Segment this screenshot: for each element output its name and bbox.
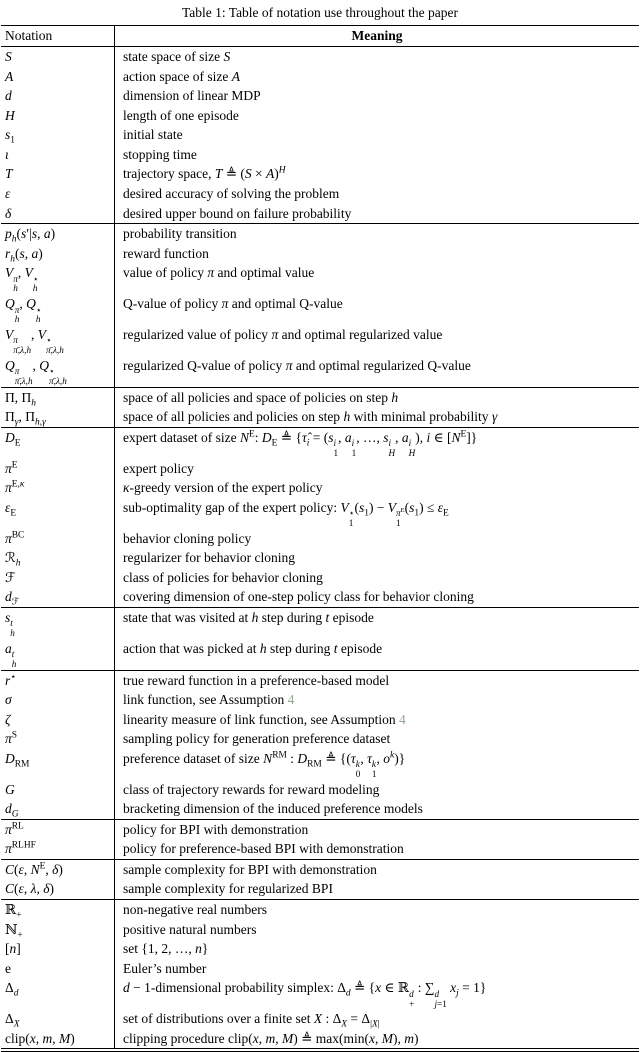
notation-cell: A bbox=[1, 67, 115, 87]
notation-cell: ι bbox=[1, 145, 115, 165]
table-row bbox=[1, 325, 639, 356]
row-group bbox=[1, 820, 639, 860]
meaning-cell: covering dimension of one-step policy class for behavior cloning bbox=[123, 589, 474, 605]
notation-cell: S bbox=[1, 47, 115, 67]
table-row bbox=[1, 749, 639, 780]
table-row bbox=[1, 125, 639, 145]
meaning-cell: state that was visited at h step during t episode bbox=[123, 609, 374, 625]
meaning-cell: space of all policies and policies on step h with minimal probability γ bbox=[123, 409, 498, 425]
notation-cell: $\pi^{E,\kappa}$ bbox=[1, 478, 115, 498]
meaning-cell: sample complexity for regularized BPI bbox=[123, 881, 333, 897]
column-header-notation: Notation bbox=[1, 26, 115, 46]
notation-cell: G bbox=[1, 780, 115, 800]
notation-cell: Π, $\Pi_h$ bbox=[1, 388, 115, 408]
table-row bbox=[1, 294, 639, 325]
meaning-cell: sub-optimality gap of the expert policy: V ⋆ 1 $(s_1) - V$ $\pi^E$ 1 $(s_1) \le \varepsilon_E$ bbox=[123, 499, 449, 528]
notation-table bbox=[1, 25, 639, 1052]
table-row bbox=[1, 407, 639, 427]
notation-cell: ℱ bbox=[1, 568, 115, 588]
row-group bbox=[1, 671, 639, 820]
meaning-cell: probability transition bbox=[123, 226, 237, 242]
meaning-cell: clipping procedure clip(x, m, M) ≜ max(min(x, M), m) bbox=[123, 1030, 419, 1046]
table-bottom-rule bbox=[1, 1048, 639, 1052]
meaning-cell: sample complexity for BPI with demonstration bbox=[123, 861, 377, 877]
meaning-cell: preference dataset of size $N^{RM}$ : $D_{RM}$ ≜ {(τ k 0 , τ k 1 , $o^k$)} bbox=[123, 750, 406, 780]
notation-cell: T bbox=[1, 164, 115, 184]
meaning-cell: value of policy π and optimal value bbox=[123, 265, 315, 281]
meaning-cell: positive natural numbers bbox=[123, 921, 257, 937]
meaning-cell: action space of size A bbox=[123, 68, 240, 84]
meaning-cell: expert policy bbox=[123, 460, 194, 476]
row-group bbox=[1, 860, 639, 900]
notation-cell: $d_ℱ$ bbox=[1, 587, 115, 607]
notation-cell: $\pi^E$ bbox=[1, 459, 115, 479]
notation-cell: σ bbox=[1, 690, 115, 710]
table-row bbox=[1, 263, 639, 294]
table-row bbox=[1, 86, 639, 106]
row-group bbox=[1, 428, 639, 608]
table-row bbox=[1, 639, 639, 670]
notation-cell: ℕ$_+$ bbox=[1, 920, 115, 940]
notation-cell: $r_h(s$, a) bbox=[1, 244, 115, 264]
table-header-row bbox=[1, 26, 639, 47]
notation-cell: V π π̄,λ,h , V ⋆ π̄,λ,h bbox=[1, 325, 115, 356]
table-row bbox=[1, 587, 639, 607]
table-row bbox=[1, 244, 639, 264]
assumption-4-link[interactable]: 4 bbox=[398, 711, 406, 727]
meaning-cell: set {1, 2, …, n} bbox=[123, 941, 209, 957]
notation-cell: s t h bbox=[1, 608, 115, 639]
table-row bbox=[1, 548, 639, 568]
table-body bbox=[1, 47, 639, 1048]
table-row bbox=[1, 710, 639, 730]
meaning-cell: length of one episode bbox=[123, 107, 239, 123]
table-row bbox=[1, 820, 639, 840]
meaning-cell: d − 1-dimensional probability simplex: $\Delta_d$ ≜ {x ∈ ℝ d + : ∑ d j=1 $x_j = 1$} bbox=[123, 980, 487, 1009]
table-row bbox=[1, 428, 639, 459]
meaning-cell: expert dataset of size $N^E$: $D_E$ ≜ {$\taû_i = (s$ i 1 , a i 1 , …, s i H , a i H ), i ∈ $[N^E]$} bbox=[123, 429, 478, 458]
meaning-cell: dimension of linear MDP bbox=[123, 88, 261, 104]
table-row bbox=[1, 1029, 639, 1049]
table-row bbox=[1, 184, 639, 204]
meaning-cell: Q-value of policy π and optimal Q-value bbox=[123, 296, 343, 312]
notation-cell: H bbox=[1, 106, 115, 126]
notation-cell: $\pi^{RL}$ bbox=[1, 820, 115, 840]
notation-cell: $\pi^{RLHF}$ bbox=[1, 839, 115, 859]
notation-cell: C(ε, λ, δ) bbox=[1, 879, 115, 899]
notation-cell: $p_h(s'|s$, a) bbox=[1, 224, 115, 244]
notation-cell: r⋆ bbox=[1, 671, 115, 691]
table-row bbox=[1, 47, 639, 67]
notation-cell: C(ε, $N^E$, δ) bbox=[1, 860, 115, 880]
meaning-cell: Euler’s number bbox=[123, 960, 207, 976]
meaning-cell: trajectory space, T ≜ $(S \times A)^H$ bbox=[123, 165, 286, 182]
table-row bbox=[1, 959, 639, 979]
table-row bbox=[1, 780, 639, 800]
table-row bbox=[1, 67, 639, 87]
meaning-cell: initial state bbox=[123, 127, 183, 143]
notation-cell: $\pi^S$ bbox=[1, 729, 115, 749]
notation-cell: $D_{RM}$ bbox=[1, 749, 115, 780]
meaning-cell: space of all policies and space of policies on step h bbox=[123, 389, 399, 405]
notation-cell: $\Pi_\gamma$, $\Pi_{h,\gamma}$ bbox=[1, 407, 115, 427]
table-row bbox=[1, 498, 639, 529]
notation-cell: $\varepsilon_E$ bbox=[1, 498, 115, 529]
notation-cell: Q π h , Q ⋆ h bbox=[1, 294, 115, 325]
table-row bbox=[1, 478, 639, 498]
notation-cell: d bbox=[1, 86, 115, 106]
notation-cell: V π h , V ⋆ h bbox=[1, 263, 115, 294]
table-row bbox=[1, 729, 639, 749]
table-row bbox=[1, 106, 639, 126]
row-group bbox=[1, 900, 639, 1048]
table-row bbox=[1, 879, 639, 899]
meaning-cell: desired upper bound on failure probability bbox=[123, 205, 352, 221]
meaning-cell: stopping time bbox=[123, 146, 197, 162]
meaning-cell: bracketing dimension of the induced preference models bbox=[123, 801, 423, 817]
notation-cell: ε bbox=[1, 184, 115, 204]
notation-cell: $\Delta_d$ bbox=[1, 978, 115, 1009]
notation-cell: $s_1$ bbox=[1, 125, 115, 145]
notation-cell: a t h bbox=[1, 639, 115, 670]
meaning-cell: true reward function in a preference-based model bbox=[123, 672, 390, 688]
meaning-cell: policy for preference-based BPI with demonstration bbox=[123, 841, 404, 857]
table-row bbox=[1, 388, 639, 408]
meaning-cell: state space of size S bbox=[123, 49, 231, 64]
table-row bbox=[1, 568, 639, 588]
meaning-cell: regularized Q-value of policy π and optimal regularized Q-value bbox=[123, 357, 471, 373]
table-row bbox=[1, 529, 639, 549]
notation-cell: $\pi^{BC}$ bbox=[1, 529, 115, 549]
row-group bbox=[1, 224, 639, 388]
notation-cell: $\Delta_X$ bbox=[1, 1009, 115, 1029]
table-row bbox=[1, 224, 639, 244]
meaning-cell: regularized value of policy π and optimal regularized value bbox=[123, 326, 443, 342]
meaning-cell: behavior cloning policy bbox=[123, 530, 252, 546]
notation-cell: clip(x, m, M) bbox=[1, 1029, 115, 1049]
meaning-cell: non-negative real numbers bbox=[123, 902, 267, 918]
meaning-cell: link function, see Assumption 4 bbox=[123, 692, 295, 708]
table-row bbox=[1, 164, 639, 184]
meaning-cell: desired accuracy of solving the problem bbox=[123, 185, 340, 201]
notation-cell: δ bbox=[1, 204, 115, 224]
row-group bbox=[1, 388, 639, 428]
meaning-cell: class of trajectory rewards for reward modeling bbox=[123, 781, 380, 797]
table-row bbox=[1, 1009, 639, 1029]
table-row bbox=[1, 671, 639, 691]
row-group bbox=[1, 608, 639, 671]
meaning-cell: action that was picked at h step during t episode bbox=[123, 640, 383, 656]
table-row bbox=[1, 799, 639, 819]
meaning-cell: set of distributions over a finite set X : $\Delta_X = \Delta_{|X|}$ bbox=[123, 1011, 380, 1030]
table-row bbox=[1, 860, 639, 880]
row-group bbox=[1, 47, 639, 224]
table-row bbox=[1, 356, 639, 387]
assumption-4-link[interactable]: 4 bbox=[287, 692, 295, 708]
table-row bbox=[1, 839, 639, 859]
table-row bbox=[1, 608, 639, 639]
notation-cell: $d_G$ bbox=[1, 799, 115, 819]
notation-cell: [n] bbox=[1, 939, 115, 959]
meaning-cell: regularizer for behavior cloning bbox=[123, 550, 296, 566]
notation-cell: ℝ$_+$ bbox=[1, 900, 115, 920]
table-row bbox=[1, 939, 639, 959]
table-row bbox=[1, 920, 639, 940]
meaning-cell: reward function bbox=[123, 245, 209, 261]
notation-cell: e bbox=[1, 959, 115, 979]
notation-cell: Q π π̄,λ,h , Q ⋆ π̄,λ,h bbox=[1, 356, 115, 387]
table-row bbox=[1, 204, 639, 224]
table-row bbox=[1, 978, 639, 1009]
table-row bbox=[1, 690, 639, 710]
meaning-cell: κ-greedy version of the expert policy bbox=[123, 480, 323, 496]
notation-cell: ℛ$_h$ bbox=[1, 548, 115, 568]
notation-cell: ζ bbox=[1, 710, 115, 730]
meaning-cell: linearity measure of link function, see Assumption 4 bbox=[123, 711, 406, 727]
meaning-cell: policy for BPI with demonstration bbox=[123, 821, 309, 837]
table-caption: Table 1: Table of notation use throughout the paper bbox=[181, 5, 459, 20]
meaning-cell: class of policies for behavior cloning bbox=[123, 569, 323, 585]
notation-cell: $D_E$ bbox=[1, 428, 115, 459]
table-row bbox=[1, 145, 639, 165]
table-row bbox=[1, 459, 639, 479]
column-header-meaning: Meaning bbox=[351, 28, 403, 43]
meaning-cell: sampling policy for generation preference dataset bbox=[123, 731, 391, 747]
table-row bbox=[1, 900, 639, 920]
